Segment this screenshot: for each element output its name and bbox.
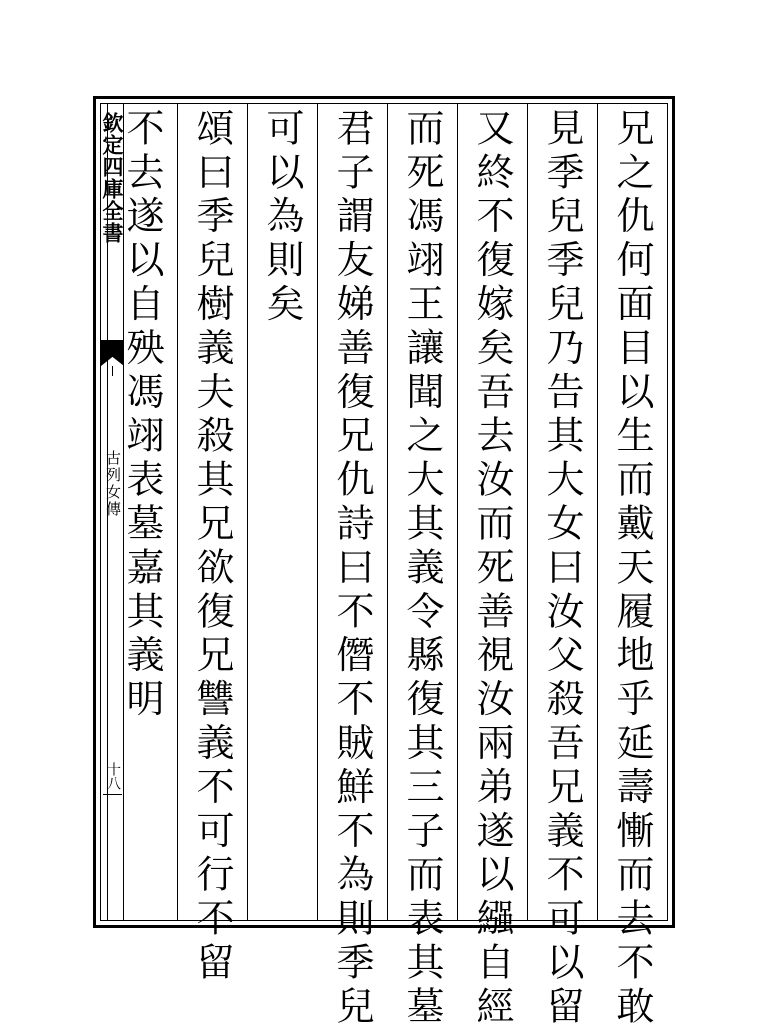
- page-number: 十八: [105, 762, 121, 790]
- column-text: 君子謂友娣善復兄仇詩曰不僭不賊鮮不為則季兒: [330, 108, 374, 1030]
- column-text: 可以為則矣: [260, 108, 304, 328]
- column-text: 又終不復嫁矣吾去汝而死善視汝兩弟遂以繦自經: [470, 108, 514, 1030]
- text-column-6: [247, 104, 317, 920]
- book-title: 欽定四庫全書: [100, 112, 125, 244]
- column-text: 見季兒季兒乃告其大女曰汝父殺吾兄義不可以留: [540, 108, 584, 1030]
- frame-inner-border: [100, 103, 668, 1030]
- text-column-3: [457, 104, 527, 1030]
- text-column-8: [107, 104, 177, 920]
- text-column-2: [527, 104, 597, 1030]
- text-column-5: [317, 104, 387, 1030]
- column-text: 不去遂以自殃馮翊表墓嘉其義明: [120, 108, 164, 723]
- column-text: 而死馮翊王讓聞之大其義令縣復其三子而表其墓: [400, 108, 444, 1030]
- column-text: 兄之仇何面目以生而戴天履地乎延壽慚而去不敢: [610, 108, 654, 1030]
- text-column-4: [387, 104, 457, 1030]
- text-column-1: [597, 104, 667, 1030]
- text-column-7: [177, 104, 247, 986]
- page-frame: [93, 96, 675, 1030]
- column-text: 頌曰季兒樹義夫殺其兄欲復兄讐義不可行不留: [190, 108, 234, 986]
- section-name: 古列女傳: [104, 450, 122, 518]
